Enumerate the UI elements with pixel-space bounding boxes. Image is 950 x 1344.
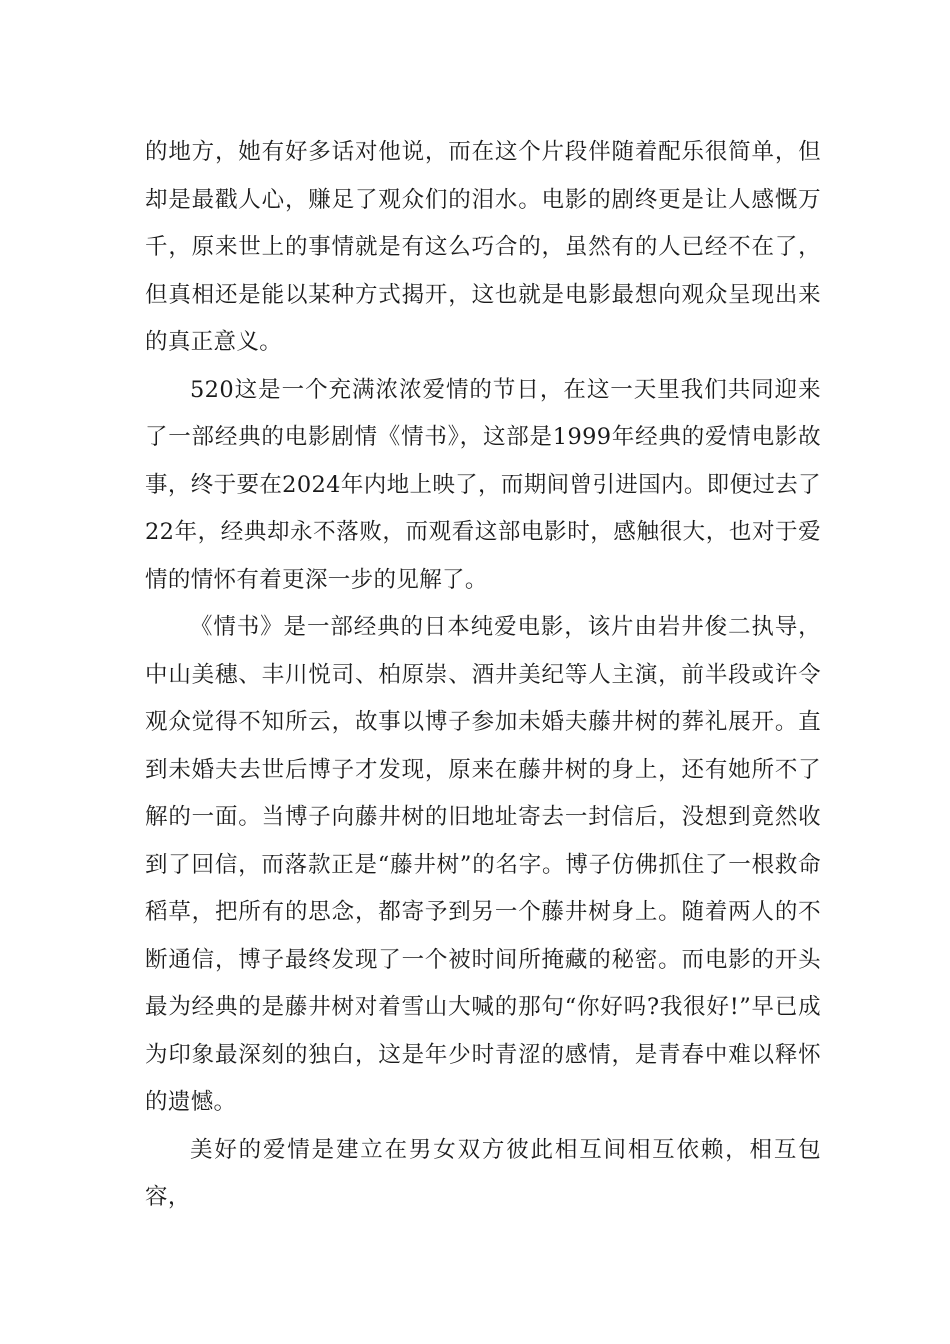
- paragraph-1: 的地方，她有好多话对他说，而在这个片段伴随着配乐很简单，但却是最戳人心，赚足了观众们的泪水。电影的剧终更是让人感慨万千，原来世上的事情就是有这么巧合的，虽然有的人已经不在了，但真相还是能以某种方式揭开，这也就是电影最想向观众呈现出来的真正意义。: [145, 139, 821, 355]
- paragraph-2: 520这是一个充满浓浓爱情的节日，在这一天里我们共同迎来了一部经典的电影剧情《情书》，这部是1999年经典的爱情电影故事，终于要在2024年内地上映了，而期间曾引进国内。即便过去了22年，经典却永不落败，而观看这部电影时，感触很大，也对于爱情的情怀有着更深一步的见解了。: [145, 376, 821, 593]
- document-body: [145, 129, 821, 1222]
- paragraph-4: 美好的爱情是建立在男女双方彼此相互间相互依赖，相互包容，: [145, 1136, 821, 1210]
- paragraph-3: 《情书》是一部经典的日本纯爱电影，该片由岩井俊二执导，中山美穗、丰川悦司、柏原崇、酒井美纪等人主演，前半段或许令观众觉得不知所云，故事以博子参加未婚夫藤井树的葬礼展开。直到未婚夫去世后博子才发现，原来在藤井树的身上，还有她所不了解的一面。当博子向藤井树的旧地址寄去一封信后，没想到竟然收到了回信，而落款正是“藤井树”的名字。博子仿佛抓住了一根救命稻草，把所有的思念，都寄予到另一个藤井树身上。随着两人的不断通信，博子最终发现了一个被时间所掩藏的秘密。而电影的开头最为经典的是藤井树对着雪山大喊的那句“你好吗?我很好!”早已成为印象最深刻的独白，这是年少时青涩的感情，是青春中难以释怀的遗憾。: [145, 614, 821, 1115]
